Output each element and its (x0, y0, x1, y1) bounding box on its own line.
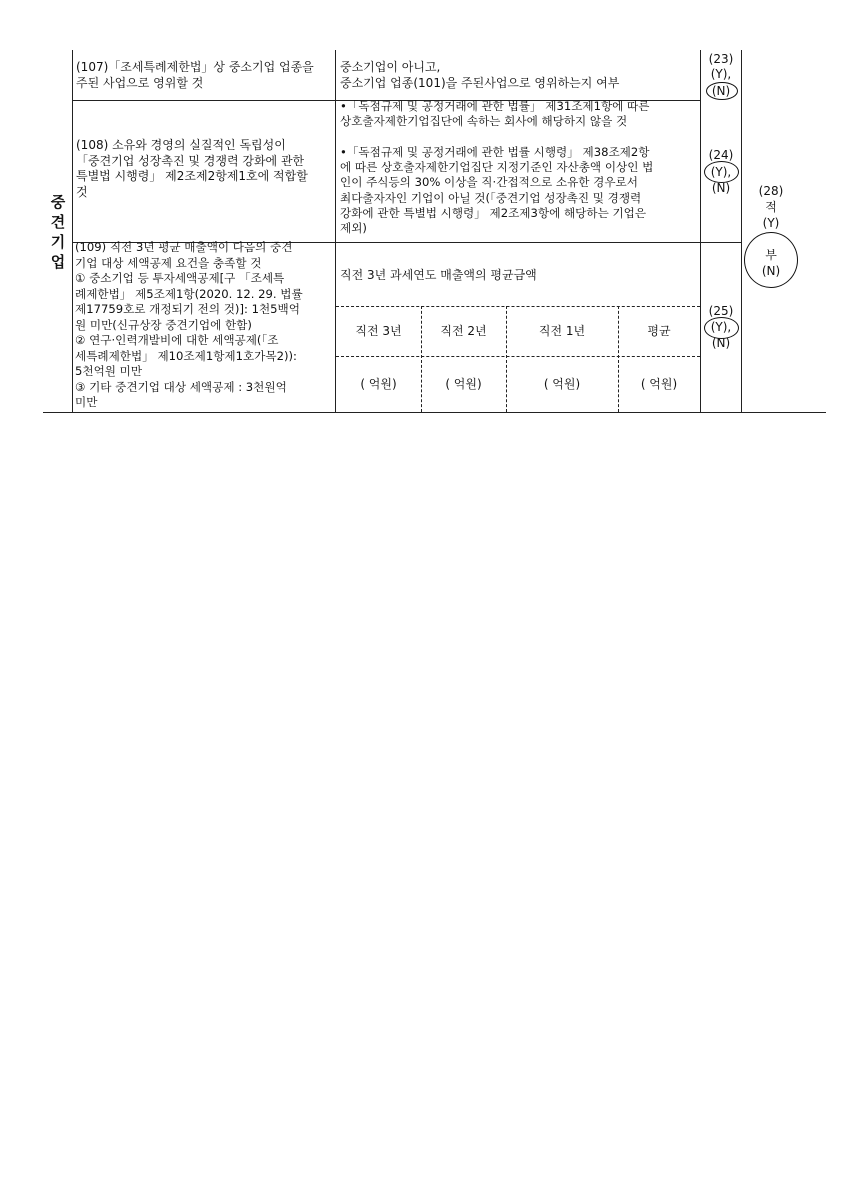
answer-109-no[interactable]: (N) (711, 336, 731, 350)
table-bottom-border (43, 412, 826, 413)
sales-table-top (336, 306, 700, 307)
sales-value-avg[interactable]: ( 억원) (640, 377, 678, 391)
item-108: (108) 소유와 경영의 실질적인 독립성이 「중견기업 성장촉진 및 경쟁력 강화에 관한 특별법 시행령」 제2조제2항제1호에 적합할 것 (76, 138, 308, 199)
answer-108-selection-mark (704, 161, 739, 183)
sales-header-avg: 평균 (647, 324, 671, 338)
item-107: (107)「조세특례제한법」상 중소기업 업종을 주된 사업으로 영위할 것 (76, 60, 314, 90)
answer-109-number: (25) (708, 304, 734, 318)
answer-109-selection-mark (704, 317, 739, 339)
overall-no-label[interactable]: 부 (765, 248, 777, 262)
sales-col-divider-3 (618, 306, 619, 412)
overall-number: (28) (758, 184, 784, 198)
sales-value-2y[interactable]: ( 억원) (445, 377, 482, 391)
section-label: 중 견 기 업 (50, 193, 66, 271)
answer-107-yes[interactable]: (Y), (710, 67, 732, 81)
overall-no[interactable]: (N) (761, 264, 781, 278)
item-109: (109) 직전 3년 평균 매출액이 다음의 중견 기업 대상 세액공제 요건을 충족할 것 ① 중소기업 등 투자세액공제[구 「조세특 례제한법」 제5조제1항(2020. 12. 29. 법률 제17759호로 개정되기 전의 것)]: 1천5백억 원 미만(신규상장 중견기업에 한함) ② 연구·인력개발비에 대한 세액공제(「조 세특례제한법」 제10조제1항제1호가목2)): 5천억원 미만 ③ 기타 중견기업 대상 세액공제 : 3천원억 미만 (75, 240, 303, 409)
answer-107-number: (23) (708, 52, 734, 66)
sales-header-3y: 직전 3년 (355, 324, 402, 338)
column-divider-criteria (700, 50, 701, 412)
criteria-107: 중소기업이 아니고, 중소기업 업종(101)을 주된사업으로 영위하는지 여부 (340, 60, 620, 90)
sales-value-1y[interactable]: ( 억원) (543, 377, 581, 391)
answer-108-yes[interactable]: (Y), (710, 165, 732, 179)
sales-table-middle (336, 356, 700, 357)
sales-col-divider-2 (506, 306, 507, 412)
sales-col-divider-1 (421, 306, 422, 412)
answer-107-selection-mark (706, 82, 738, 100)
answer-108-no[interactable]: (N) (711, 181, 731, 195)
sales-header-1y: 직전 1년 (538, 324, 586, 338)
answer-108-number: (24) (708, 148, 734, 162)
answer-109-yes[interactable]: (Y), (710, 320, 732, 334)
criteria-109-title: 직전 3년 과세연도 매출액의 평균금액 (340, 268, 537, 282)
sales-header-2y: 직전 2년 (440, 324, 487, 338)
overall-yes-label: 적 (765, 200, 777, 214)
sales-value-3y[interactable]: ( 억원) (360, 377, 397, 391)
column-divider-answer (741, 50, 742, 412)
overall-yes[interactable]: (Y) (762, 216, 780, 230)
section-divider (72, 50, 73, 412)
answer-107-no[interactable]: (N) (711, 84, 731, 98)
overall-selection-mark (744, 232, 798, 288)
criteria-108: •「독점규제 및 공정거래에 관한 법률」 제31조제1항에 따른 상호출자제한기업집단에 속하는 회사에 해당하지 않을 것 •「독점규제 및 공정거래에 관한 법률 시행령」 제38조제2항 에 따른 상호출자제한기업집단 지정기준인 자산총액 이상인 법 인이 주식등의 30% 이상을 직·간접적으로 소유한 경우로서 최다출자자인 기업이 아닐 것(「중견기업 성장촉진 및 경쟁력 강화에 관한 특별법 시행령」 제2조제3항에 해당하는 기업은 제외) (340, 99, 654, 236)
column-divider-item (335, 50, 336, 412)
